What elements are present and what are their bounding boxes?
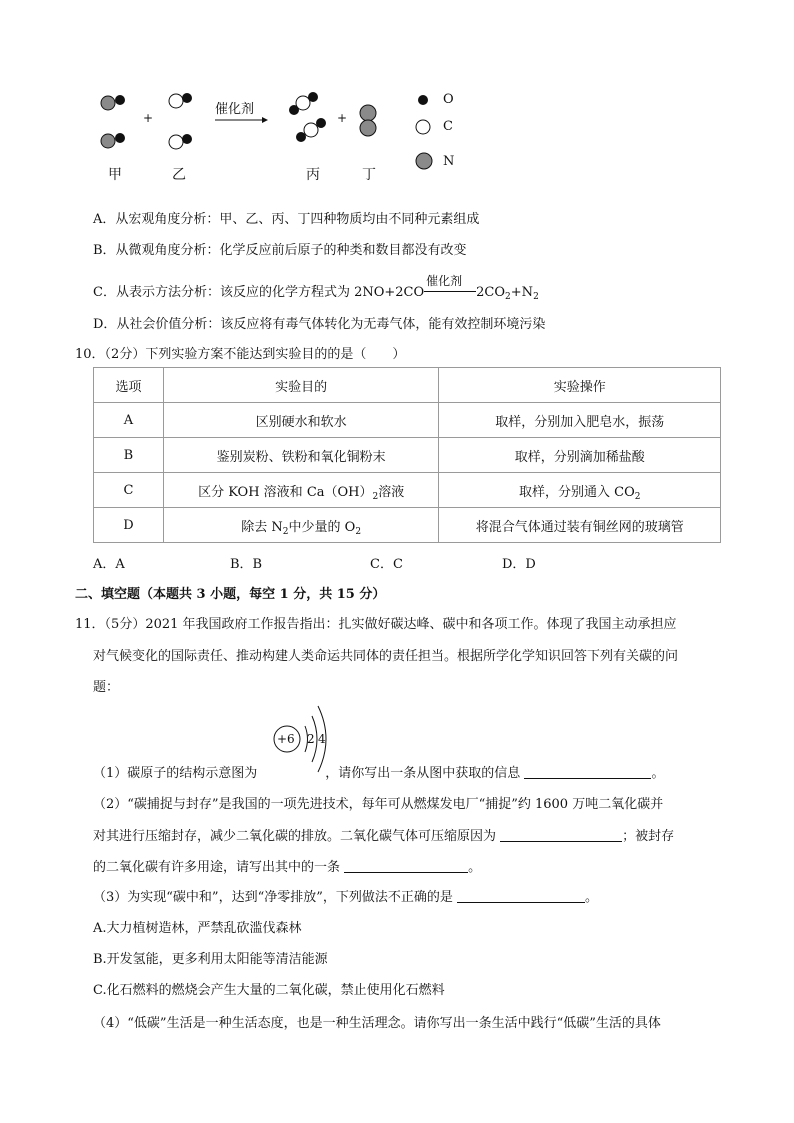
table-cell [439,473,721,508]
table-cell [163,508,439,543]
label-yi: 乙 [172,167,186,183]
atom-electrons-shell1: 2 [307,732,315,746]
q11-part1-end: 。 [651,766,665,781]
q11-part2-line3 [93,856,481,875]
q11-part2-text-b: ；被封存 [622,829,675,844]
cell-text: 取样，分别通入 CO [518,484,635,500]
molecule-bing-top [289,92,318,115]
subscript: 2 [634,491,641,502]
cell-text: 区分 KOH 溶液和 Ca（OH） [198,484,373,500]
q11-part1-text-b: ，请你写出一条从图中获取的信息 [325,766,521,781]
table-cell: B [94,438,164,473]
q11-part2-text: 对其进行压缩封存，减少二氧化碳的排放。二氧化碳气体可压缩原因为 [93,829,497,844]
q11-stem-line1: 11．（5分）2021 年我国政府工作报告指出：扎实做好碳达峰、碳中和各项工作。体现了我国主动承担应 [75,617,677,632]
atom-electrons-shell2: 4 [318,732,326,746]
legend-n-dot [416,153,432,169]
q9-option-c-n2: +N [510,285,534,300]
molecule-jia-top [101,95,125,110]
q9-option-a: A．从宏观角度分析：甲、乙、丙、丁四种物质均由不同种元素组成 [93,212,480,227]
table-cell: 区别硬水和软水 [163,403,439,438]
catalyst-over-equals [424,274,476,300]
q11-part3-end: 。 [585,890,599,905]
q11-part4: （4）“低碳”生活是一种生活态度，也是一种生活理念。请你写出一条生活中践行“低碳”生活的具体 [93,1016,661,1031]
q11-part2-text-c: 的二氧化碳有许多用途，请写出其中的一条 [93,860,341,875]
cell-text: 溶液 [378,484,405,500]
q11-stem-line3: 题： [93,680,120,695]
subscript: 2 [372,491,379,502]
label-jia: 甲 [108,167,122,183]
equation-catalyst-label: 催化剂 [426,274,463,288]
table-cell: 取样，分别滴加稀盐酸 [439,438,721,473]
table-row [94,473,721,508]
answer-blank[interactable] [457,889,585,903]
q11-part3-option-c: C.化石燃料的燃烧会产生大量的二氧化碳，禁止使用化石燃料 [93,983,445,998]
q11-part2-line2 [93,825,674,844]
table-cell: 鉴别炭粉、铁粉和氧化铜粉末 [163,438,439,473]
legend-o-label: O [443,92,454,107]
subscript: 2 [533,292,539,302]
legend-c-dot [416,120,430,134]
label-ding: 丁 [362,167,376,183]
q11-part3 [93,886,598,905]
q11-part1-text: （1）碳原子的结构示意图为 [93,766,258,781]
table-row [94,438,721,473]
q10-choice-c: C．C [370,557,403,572]
label-bing: 丙 [306,167,320,183]
subscript: 2 [282,526,289,537]
subscript: 2 [505,292,511,302]
table-cell: 将混合气体通过装有铜丝网的玻璃管 [439,508,721,543]
table-cell: 取样，分别加入肥皂水，振荡 [439,403,721,438]
q10-experiment-table [93,367,721,543]
answer-blank[interactable] [344,859,468,873]
legend-c-label: C [443,119,453,134]
cell-text: 除去 N [241,519,283,535]
arrow-catalyst-label: 催化剂 [215,102,255,117]
table-header-row [94,368,721,403]
molecule-bing-bottom [296,118,326,142]
q10-choice-b: B．B [230,557,263,572]
q11-part3-text: （3）为实现“碳中和”，达到“净零排放”，下列做法不正确的是 [93,890,453,905]
answer-blank[interactable] [500,828,622,842]
table-cell [163,473,439,508]
table-header: 实验目的 [163,368,439,403]
table-header: 实验操作 [439,368,721,403]
q11-part3-option-a: A.大力植树造林，严禁乱砍滥伐森林 [93,921,302,936]
legend-n-label: N [443,154,455,169]
q9-option-c [93,274,539,302]
molecule-yi-bottom [169,134,192,149]
table-cell: C [94,473,164,508]
table-header: 选项 [94,368,164,403]
q11-part1 [93,762,664,781]
cell-text: 中少量的 O [288,519,356,535]
table-cell: A [94,403,164,438]
q11-part2-end: 。 [468,860,482,875]
plus-sign-2: + [337,111,348,125]
table-cell: D [94,508,164,543]
molecule-yi-top [169,93,192,108]
q9-option-b: B．从微观角度分析：化学反应前后原子的种类和数目都没有改变 [93,243,467,258]
q10-choice-a: A．A [93,557,125,572]
table-row [94,508,721,543]
q9-option-c-prefix: C．从表示方法分析：该反应的化学方程式为 2NO+2CO [93,285,425,300]
plus-sign-1: + [143,111,154,125]
q11-part2-line1: （2）“碳捕捉与封存”是我国的一项先进技术，每年可从燃煤发电厂“捕捉”约 1600 万吨二氧化碳并 [93,797,664,812]
q11-stem-line2: 对气候变化的国际责任、推动构建人类命运共同体的责任担当。根据所学化学知识回答下列有关碳的问 [93,649,679,664]
legend-o-dot [418,95,428,105]
molecule-jia-bottom [101,133,125,148]
atom-nucleus-charge: +6 [277,732,295,746]
q9-option-c-products: 2CO [476,285,506,300]
answer-blank[interactable] [524,765,651,779]
table-row [94,403,721,438]
q10-stem: 10．（2分）下列实验方案不能达到实验目的的是（ ） [75,347,406,362]
q10-choice-d: D．D [502,557,536,572]
q9-option-d: D．从社会价值分析：该反应将有毒气体转化为无毒气体，能有效控制环境污染 [93,317,546,332]
molecule-ding [360,105,376,136]
section-title: 二、填空题（本题共 3 小题，每空 1 分，共 15 分） [75,587,386,602]
q11-part3-option-b: B.开发氢能，更多利用太阳能等清洁能源 [93,952,328,967]
subscript: 2 [355,526,362,537]
